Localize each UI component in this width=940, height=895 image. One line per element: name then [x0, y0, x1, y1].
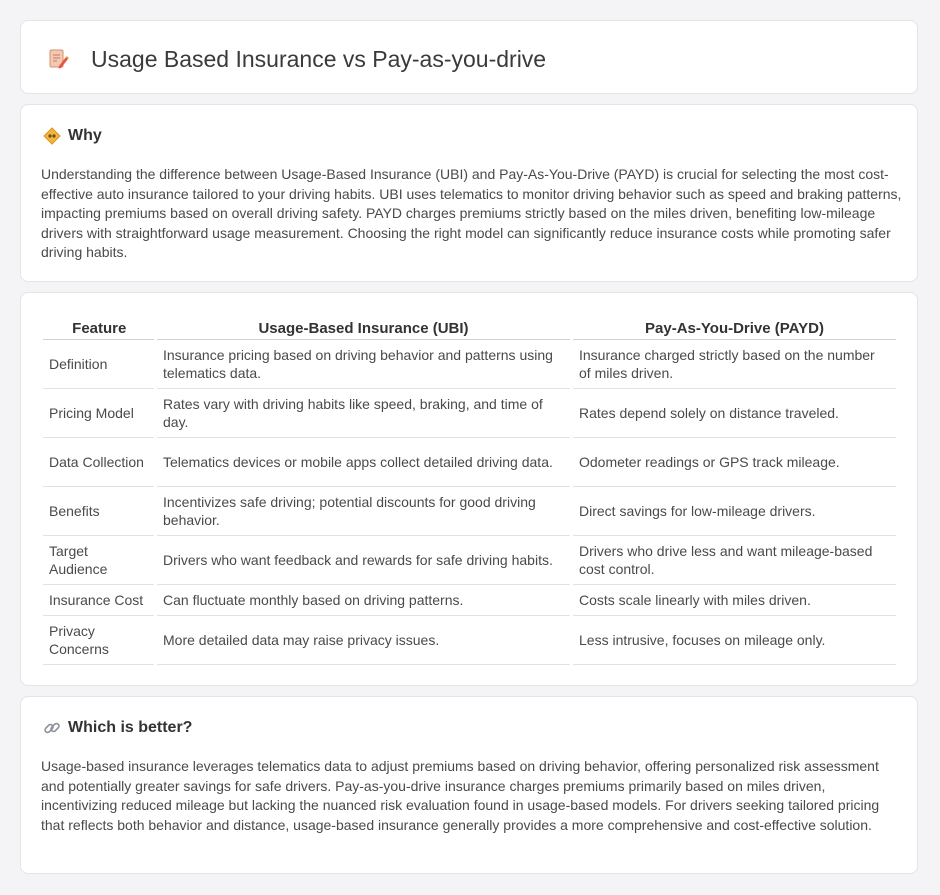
header-card	[20, 20, 918, 94]
which-better-card	[20, 696, 918, 874]
payd-cell: Rates depend solely on distance traveled.	[572, 389, 898, 438]
comparison-table	[43, 315, 899, 665]
column-header-payd: Pay-As-You-Drive (PAYD)	[572, 315, 898, 340]
column-header-ubi: Usage-Based Insurance (UBI)	[156, 315, 572, 340]
header-row	[47, 45, 546, 73]
feature-cell: Privacy Concerns	[43, 616, 156, 665]
column-header-feature: Feature	[43, 315, 156, 340]
which-better-heading	[43, 719, 192, 737]
ubi-cell: Incentivizes safe driving; potential discounts for good driving behavior.	[156, 487, 572, 536]
payd-cell: Drivers who drive less and want mileage-based cost control.	[572, 536, 898, 585]
why-card	[20, 104, 918, 282]
feature-cell: Definition	[43, 340, 156, 389]
payd-cell: Costs scale linearly with miles driven.	[572, 585, 898, 616]
feature-cell: Target Audience	[43, 536, 156, 585]
payd-cell: Less intrusive, focuses on mileage only.	[572, 616, 898, 665]
comparison-card	[20, 292, 918, 686]
feature-cell: Insurance Cost	[43, 585, 156, 616]
table-row	[43, 585, 898, 616]
table-header-row	[43, 315, 898, 340]
table-row	[43, 536, 898, 585]
table-row	[43, 389, 898, 438]
which-better-title: Which is better?	[68, 719, 193, 736]
ubi-cell: Drivers who want feedback and rewards for safe driving habits.	[156, 536, 572, 585]
why-body: Understanding the difference between Usage-Based Insurance (UBI) and Pay-As-You-Drive (PAYD) is crucial for selecting the most cost-effective auto insurance tailored to your driving habits. UBI uses telematics to monitor driving behavior such as speed and braking patterns, impacting premiums based on overall driving safety. PAYD charges premiums strictly based on the miles driven, benefiting low-mileage drivers with straightforward usage measurement. Choosing the right model can significantly reduce insurance costs while promoting safer driving habits.	[41, 166, 902, 260]
feature-cell: Pricing Model	[43, 389, 156, 438]
feature-cell: Benefits	[43, 487, 156, 536]
why-heading	[43, 127, 102, 145]
link-icon	[43, 719, 61, 737]
table-row	[43, 340, 898, 389]
table-row	[43, 487, 898, 536]
ubi-cell: Telematics devices or mobile apps collect detailed driving data.	[156, 438, 572, 487]
table-row	[43, 616, 898, 665]
payd-cell: Insurance charged strictly based on the number of miles driven.	[572, 340, 898, 389]
feature-cell: Data Collection	[43, 438, 156, 487]
ubi-cell: Rates vary with driving habits like speed, braking, and time of day.	[156, 389, 572, 438]
diamond-warning-icon	[43, 127, 61, 145]
document-pencil-icon	[47, 48, 69, 70]
which-better-body: Usage-based insurance leverages telematics data to adjust premiums based on driving behavior, offering personalized risk assessment and potentially greater savings for safe drivers. Pay-as-you-drive insurance charges premiums primarily based on miles driven, incentivizing reduced mileage but lacking the nuanced risk evaluation found in usage-based models. For drivers seeking tailored pricing that reflects both behavior and distance, usage-based insurance generally provides a more comprehensive and cost-effective solution.	[41, 758, 880, 833]
ubi-cell: Insurance pricing based on driving behavior and patterns using telematics data.	[156, 340, 572, 389]
ubi-cell: More detailed data may raise privacy issues.	[156, 616, 572, 665]
ubi-cell: Can fluctuate monthly based on driving patterns.	[156, 585, 572, 616]
why-title: Why	[68, 127, 102, 144]
page-title: Usage Based Insurance vs Pay-as-you-drive	[91, 46, 547, 72]
table-row	[43, 438, 898, 487]
payd-cell: Direct savings for low-mileage drivers.	[572, 487, 898, 536]
payd-cell: Odometer readings or GPS track mileage.	[572, 438, 898, 487]
